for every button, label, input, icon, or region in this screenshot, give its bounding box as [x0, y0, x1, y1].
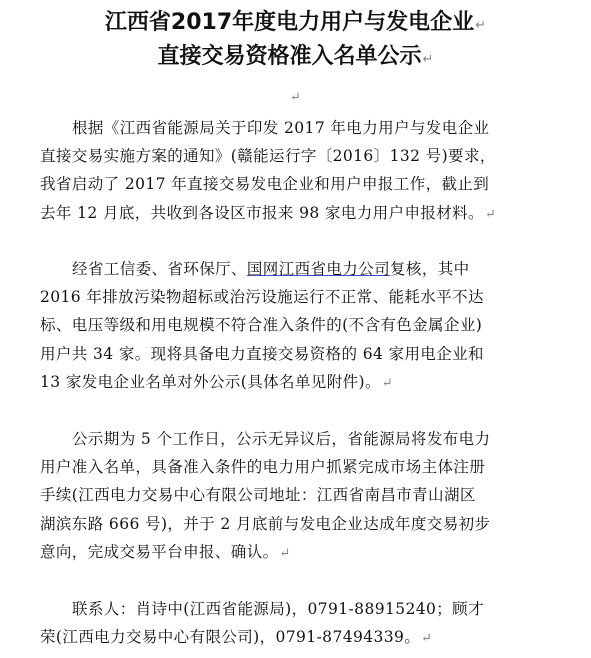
paragraph-mark-icon: ↵: [421, 631, 433, 647]
paragraph-line: 我省启动了 2017 年直接交易发电企业和用户申报工作，截止到: [40, 175, 490, 194]
line-text: 13 家发电企业名单对外公示(具体名单见附件)。: [40, 372, 381, 391]
paragraph-line: 联系人：肖诗中(江西省能源局)，0791-88915240；顾才: [72, 600, 484, 618]
underlined-company-name: 国网江西省电力公司: [246, 260, 391, 278]
paragraph-mark-icon: ↵: [475, 18, 487, 33]
line-text: 复核，其中: [390, 260, 470, 278]
paragraph-mark-icon: ↵: [290, 90, 301, 105]
paragraph-line: 直接交易实施方案的通知》(赣能运行字〔2016〕132 号)要求，: [40, 147, 496, 166]
paragraph-line: 手续(江西电力交易中心有限公司地址：江西省南昌市青山湖区: [40, 486, 476, 505]
paragraph-mark-icon: ↵: [422, 52, 434, 67]
paragraph-request: [40, 114, 580, 229]
paragraph-contacts: [40, 595, 580, 653]
paragraph-line: 根据《江西省能源局关于印发 2017 年电力用户与发电企业: [72, 119, 490, 137]
paragraph-line: [40, 623, 580, 653]
paragraph-line: 公示期为 5 个工作日，公示无异议后，省能源局将发布电力: [72, 430, 491, 448]
paragraph-mark-icon: ↵: [279, 545, 291, 561]
paragraph-mark-icon: ↵: [484, 206, 497, 222]
paragraph-line: 湖滨东路 666 号)，并于 2 月底前与发电企业达成年度交易初步: [40, 514, 491, 533]
paragraph-line: [40, 199, 580, 229]
line-text: 经省工信委、省环保厅、: [72, 260, 247, 278]
paragraph-line: 2016 年排放污染物超标或治污设施运行不正常、能耗水平不达: [40, 288, 484, 307]
document-title-line-2: [0, 46, 591, 68]
line-text: 意向，完成交易平台申报、确认。: [40, 542, 279, 561]
paragraph-line: [40, 368, 580, 398]
line-text: 荣(江西电力交易中心有限公司)，0791-87494339。: [40, 628, 421, 647]
title-line-2-text: 直接交易资格准入名单公示: [157, 44, 422, 69]
title-line-1-text: 江西省2017年度电力用户与发电企业: [104, 10, 475, 35]
paragraph-mark-icon: ↵: [381, 375, 394, 391]
line-text: 去年 12 月底，共收到各设区市报来 98 家电力用户申报材料。: [40, 203, 484, 222]
paragraph-line: [40, 255, 580, 283]
paragraph-line: 用户准入名单，具备准入条件的电力用户抓紧完成市场主体注册: [40, 458, 486, 477]
document-title-line-1: [0, 12, 591, 34]
paragraph-line: 用户共 34 家。现将具备电力直接交易资格的 64 家用电企业和: [40, 344, 484, 363]
paragraph-publicity-period: [40, 425, 580, 568]
paragraph-line: 标、电压等级和用电规模不符合准入条件的(不含有色金属企业): [40, 316, 483, 335]
paragraph-line: [40, 538, 580, 568]
paragraph-review: [40, 255, 580, 398]
